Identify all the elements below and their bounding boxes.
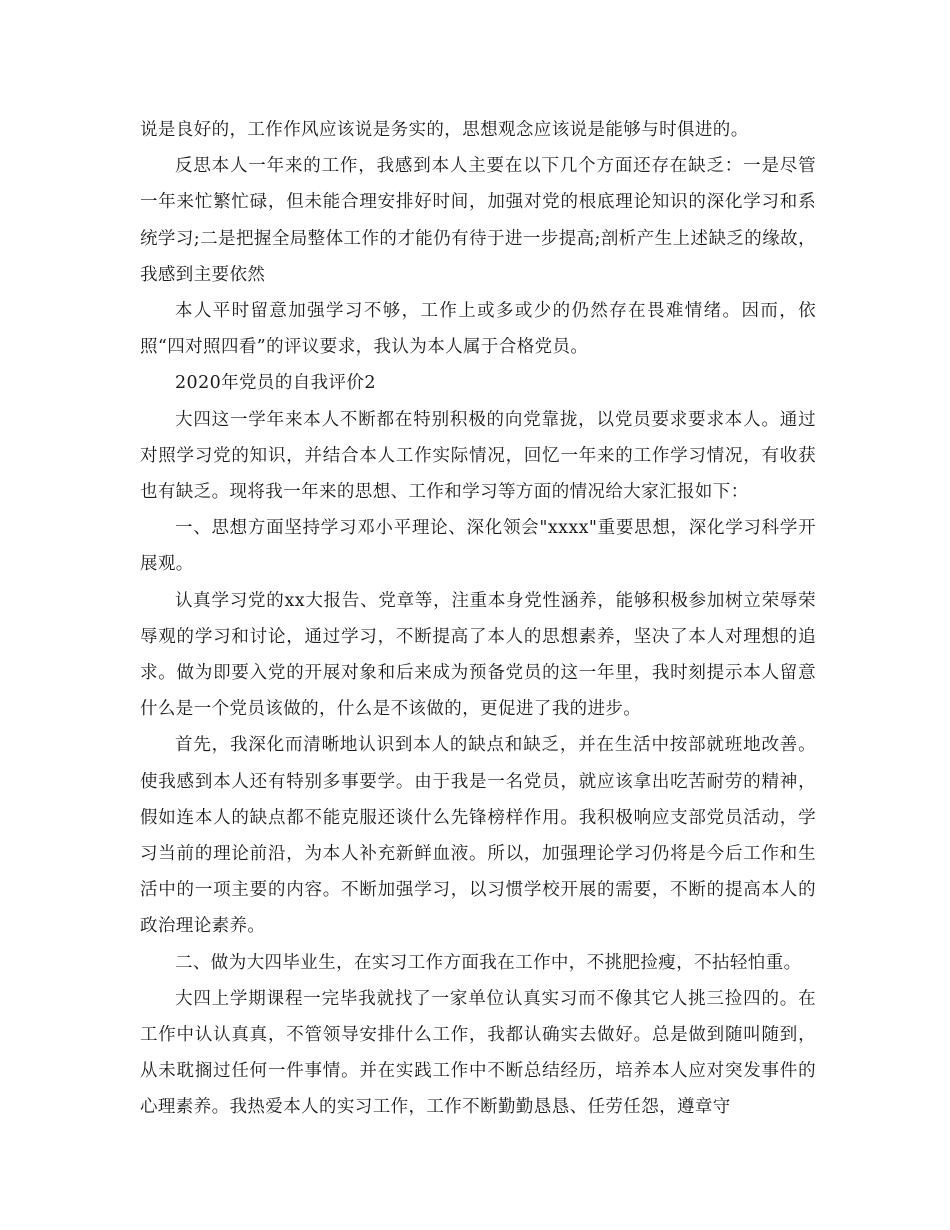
paragraph-thought: 一、思想方面坚持学习邓小平理论、深化领会"xxxx"重要思想，深化学习科学开展观。 <box>140 518 816 575</box>
document-body <box>140 112 816 1126</box>
paragraph-continuation: 说是良好的，工作作风应该说是务实的，思想观念应该说是能够与时俱进的。 <box>140 120 749 140</box>
paragraph-internship: 大四上学期课程一完毕我就找了一家单位认真实习而不像其它人挑三捡四的。在工作中认认真真，不管领导安排什么工作，我都认确实去做好。总是做到随叫随到，从未耽搁过任何一件事情。并在实践工作中不断总结经历，培养本人应对突发事件的心理素养。我热爱本人的实习工作，工作不断勤勤恳恳、任劳任怨，遵章守 <box>140 988 816 1118</box>
paragraph-study: 认真学习党的xx大报告、党章等，注重本身党性涵养，能够积极参加树立荣辱荣辱观的学习和讨论，通过学习，不断提高了本人的思想素养，坚决了本人对理想的追求。做为即要入党的开展对象和后来成为预备党员的这一年里，我时刻提示本人留意什么是一个党员该做的，什么是不该做的，更促进了我的进步。 <box>140 590 816 720</box>
paragraph-reflection: 反思本人一年来的工作，我感到本人主要在以下几个方面还存在缺乏：一是尽管一年来忙繁忙碌，但未能合理安排好时间，加强对党的根底理论知识的深化学习和系统学习;二是把握全局整体工作的才能仍有待于进一步提高;剖析产生上述缺乏的缘故，我感到主要依然 <box>140 156 816 285</box>
paragraph-shortcomings: 首先，我深化而清晰地认识到本人的缺点和缺乏，并在生活中按部就班地改善。使我感到本人还有特别多事要学。由于我是一名党员，就应该拿出吃苦耐劳的精神，假如连本人的缺点都不能克服还谈什么先锋榜样作用。我积极响应支部党员活动，学习当前的理论前沿，为本人补充新鲜血液。所以，加强理论学习仍将是今后工作和生活中的一项主要的内容。不断加强学习，以习惯学校开展的需要，不断的提高本人的政治理论素养。 <box>140 735 816 937</box>
paragraph-conclusion: 本人平时留意加强学习不够，工作上或多或少的仍然存在畏难情绪。因而，依照“四对照四看”的评议要求，我认为本人属于合格党员。 <box>140 301 816 358</box>
paragraph-intro: 大四这一学年来本人不断都在特别积极的向党靠拢，以党员要求要求本人。通过对照学习党的知识，并结合本人工作实际情况，回忆一年来的工作学习情况，有收获也有缺乏。现将我一年来的思想、工作和学习等方面的情况给大家汇报如下： <box>140 409 816 503</box>
section-heading: 2020年党员的自我评价2 <box>175 373 376 394</box>
paragraph-internship-heading: 二、做为大四毕业生，在实习工作方面我在工作中，不挑肥捡瘦，不拈轻怕重。 <box>175 952 802 973</box>
